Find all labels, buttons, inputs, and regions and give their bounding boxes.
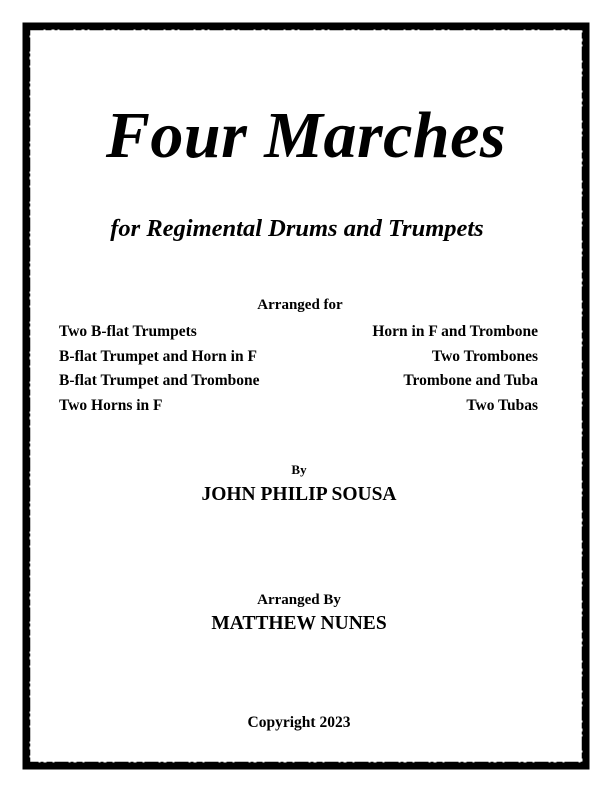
instrumentation-item: Horn in F and Trombone	[372, 323, 538, 340]
instrumentation-list-left	[59, 320, 260, 418]
by-label: By	[291, 462, 307, 477]
arranged-for-label: Arranged for	[257, 297, 343, 313]
subtitle: for Regimental Drums and Trumpets	[110, 215, 484, 242]
page-title: Four Marches	[105, 99, 507, 172]
instrumentation-item: B-flat Trumpet and Horn in F	[59, 347, 257, 365]
instrumentation-list-right	[372, 320, 538, 418]
instrumentation-item: Two Tubas	[466, 396, 538, 414]
arranged-by-label: Arranged By	[257, 592, 341, 608]
instrumentation-item: Two Horns in F	[59, 396, 163, 414]
instrumentation-item: Two B-flat Trumpets	[59, 323, 197, 340]
instrumentation-item: Two Trombones	[431, 347, 538, 365]
instrumentation-item: B-flat Trumpet and Trombone	[59, 372, 260, 389]
instrumentation-item: Trombone and Tuba	[403, 372, 538, 389]
composer-name: JOHN PHILIP SOUSA	[201, 484, 397, 505]
copyright-notice: Copyright 2023	[247, 714, 351, 731]
arranger-name: MATTHEW NUNES	[211, 613, 387, 634]
